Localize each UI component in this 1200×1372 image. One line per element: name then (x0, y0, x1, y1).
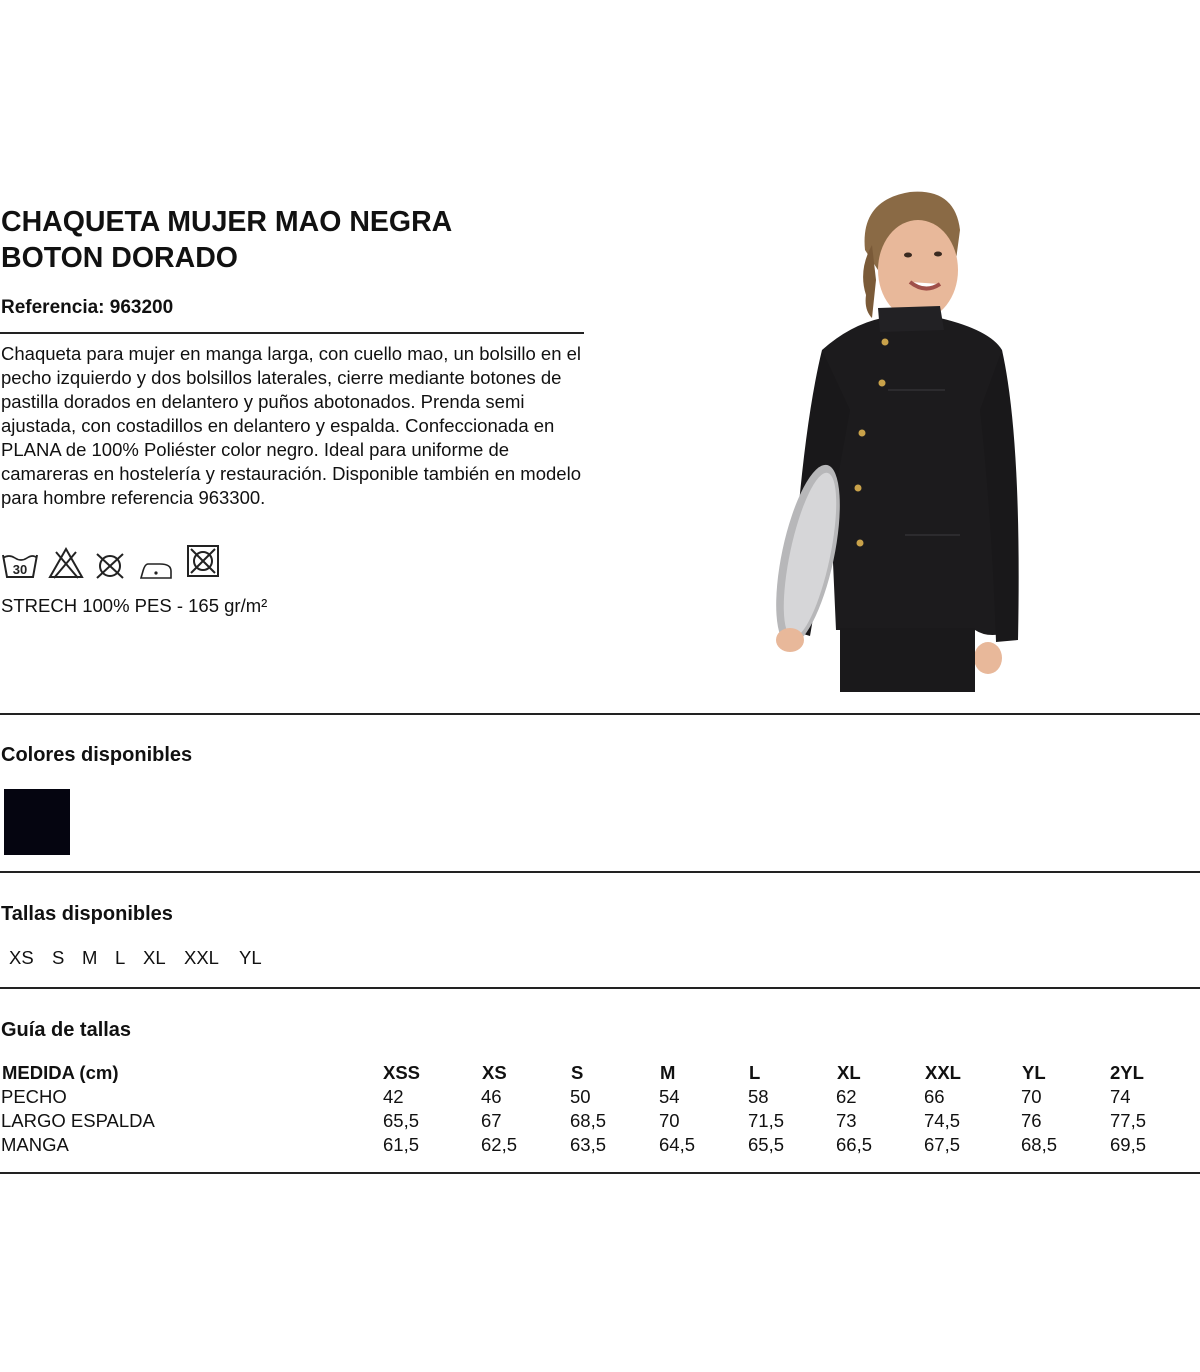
table-cell: 73 (836, 1110, 857, 1131)
table-cell: 74 (1110, 1086, 1131, 1107)
table-cell: 77,5 (1110, 1110, 1147, 1131)
title-divider (0, 332, 584, 334)
fabric-composition: STRECH 100% PES - 165 gr/m² (1, 595, 268, 616)
size-option[interactable]: XS (9, 947, 34, 968)
table-cell: 66 (924, 1086, 945, 1107)
table-cell: 70 (1021, 1086, 1042, 1107)
color-swatch-black[interactable] (4, 789, 70, 855)
section-divider (0, 713, 1200, 715)
size-option[interactable]: YL (239, 947, 262, 968)
table-cell: 68,5 (570, 1110, 607, 1131)
table-cell: LARGO ESPALDA (1, 1110, 155, 1131)
table-cell: 66,5 (836, 1134, 873, 1155)
section-divider (0, 871, 1200, 873)
product-title-line-1: CHAQUETA MUJER MAO NEGRA (1, 206, 453, 238)
table-cell: 64,5 (659, 1134, 696, 1155)
column-header: S (571, 1062, 584, 1083)
table-cell: MANGA (1, 1134, 69, 1155)
table-cell: 46 (481, 1086, 502, 1107)
iron-low-icon (138, 559, 174, 586)
product-title-line-2: BOTON DORADO (1, 242, 238, 274)
care-icons (0, 543, 240, 583)
sizes-heading: Tallas disponibles (1, 903, 173, 925)
no-tumble-dry-icon (94, 551, 126, 586)
no-dry-clean-icon (186, 544, 220, 583)
table-row (0, 1134, 1200, 1158)
column-header: YL (1022, 1062, 1046, 1083)
column-header: M (660, 1062, 676, 1083)
table-cell: 68,5 (1021, 1134, 1058, 1155)
column-header: L (749, 1062, 761, 1083)
table-cell: 71,5 (748, 1110, 785, 1131)
product-reference: Referencia: 963200 (1, 297, 174, 318)
product-description: Chaqueta para mujer en manga larga, con cuello mao, un bolsillo en el pecho izquierdo y dos bolsillos laterales, cierre mediante botones de pastilla dorados en delantero y puños abotonados. Prenda semi ajustada, con costadillos en delantero y espalda. Confeccionada en PLANA de 100% Poliéster color negro. Ideal para uniforme de camareras en hostelería y restauración. Disponible también en modelo para hombre referencia 963300. (1, 343, 582, 508)
table-cell: 62,5 (481, 1134, 518, 1155)
size-option[interactable]: L (115, 947, 126, 968)
table-cell: 62 (836, 1086, 857, 1107)
table-cell: 67,5 (924, 1134, 961, 1155)
table-row (0, 1110, 1200, 1134)
column-header: 2YL (1110, 1062, 1144, 1083)
table-cell: 69,5 (1110, 1134, 1147, 1155)
table-cell: 67 (481, 1110, 502, 1131)
size-option[interactable]: S (52, 947, 65, 968)
table-cell: 42 (383, 1086, 404, 1107)
table-header-row (0, 1062, 1200, 1086)
table-cell: PECHO (1, 1086, 67, 1107)
wash-temp-label: 30 (12, 562, 28, 577)
table-cell: 50 (570, 1086, 591, 1107)
section-divider (0, 1172, 1200, 1174)
column-header: XS (482, 1062, 507, 1083)
table-cell: 54 (659, 1086, 680, 1107)
table-cell: 58 (748, 1086, 769, 1107)
table-cell: 65,5 (748, 1134, 785, 1155)
column-header: XXL (925, 1062, 961, 1083)
column-header: MEDIDA (cm) (2, 1062, 119, 1083)
table-cell: 63,5 (570, 1134, 607, 1155)
table-cell: 70 (659, 1110, 680, 1131)
size-option[interactable]: XL (143, 947, 166, 968)
column-header: XSS (383, 1062, 421, 1083)
table-cell: 76 (1021, 1110, 1042, 1131)
no-bleach-icon (48, 546, 84, 585)
size-option[interactable]: XXL (184, 947, 219, 968)
table-cell: 65,5 (383, 1110, 420, 1131)
product-photo (760, 190, 1030, 692)
colors-heading: Colores disponibles (1, 744, 193, 766)
column-header: XL (837, 1062, 861, 1083)
wash-30-icon (2, 552, 38, 585)
size-option[interactable]: M (82, 947, 98, 968)
table-row (0, 1086, 1200, 1110)
product-title (1, 204, 601, 276)
table-cell: 74,5 (924, 1110, 961, 1131)
size-guide-heading: Guía de tallas (1, 1019, 132, 1041)
table-cell: 61,5 (383, 1134, 420, 1155)
section-divider (0, 987, 1200, 989)
